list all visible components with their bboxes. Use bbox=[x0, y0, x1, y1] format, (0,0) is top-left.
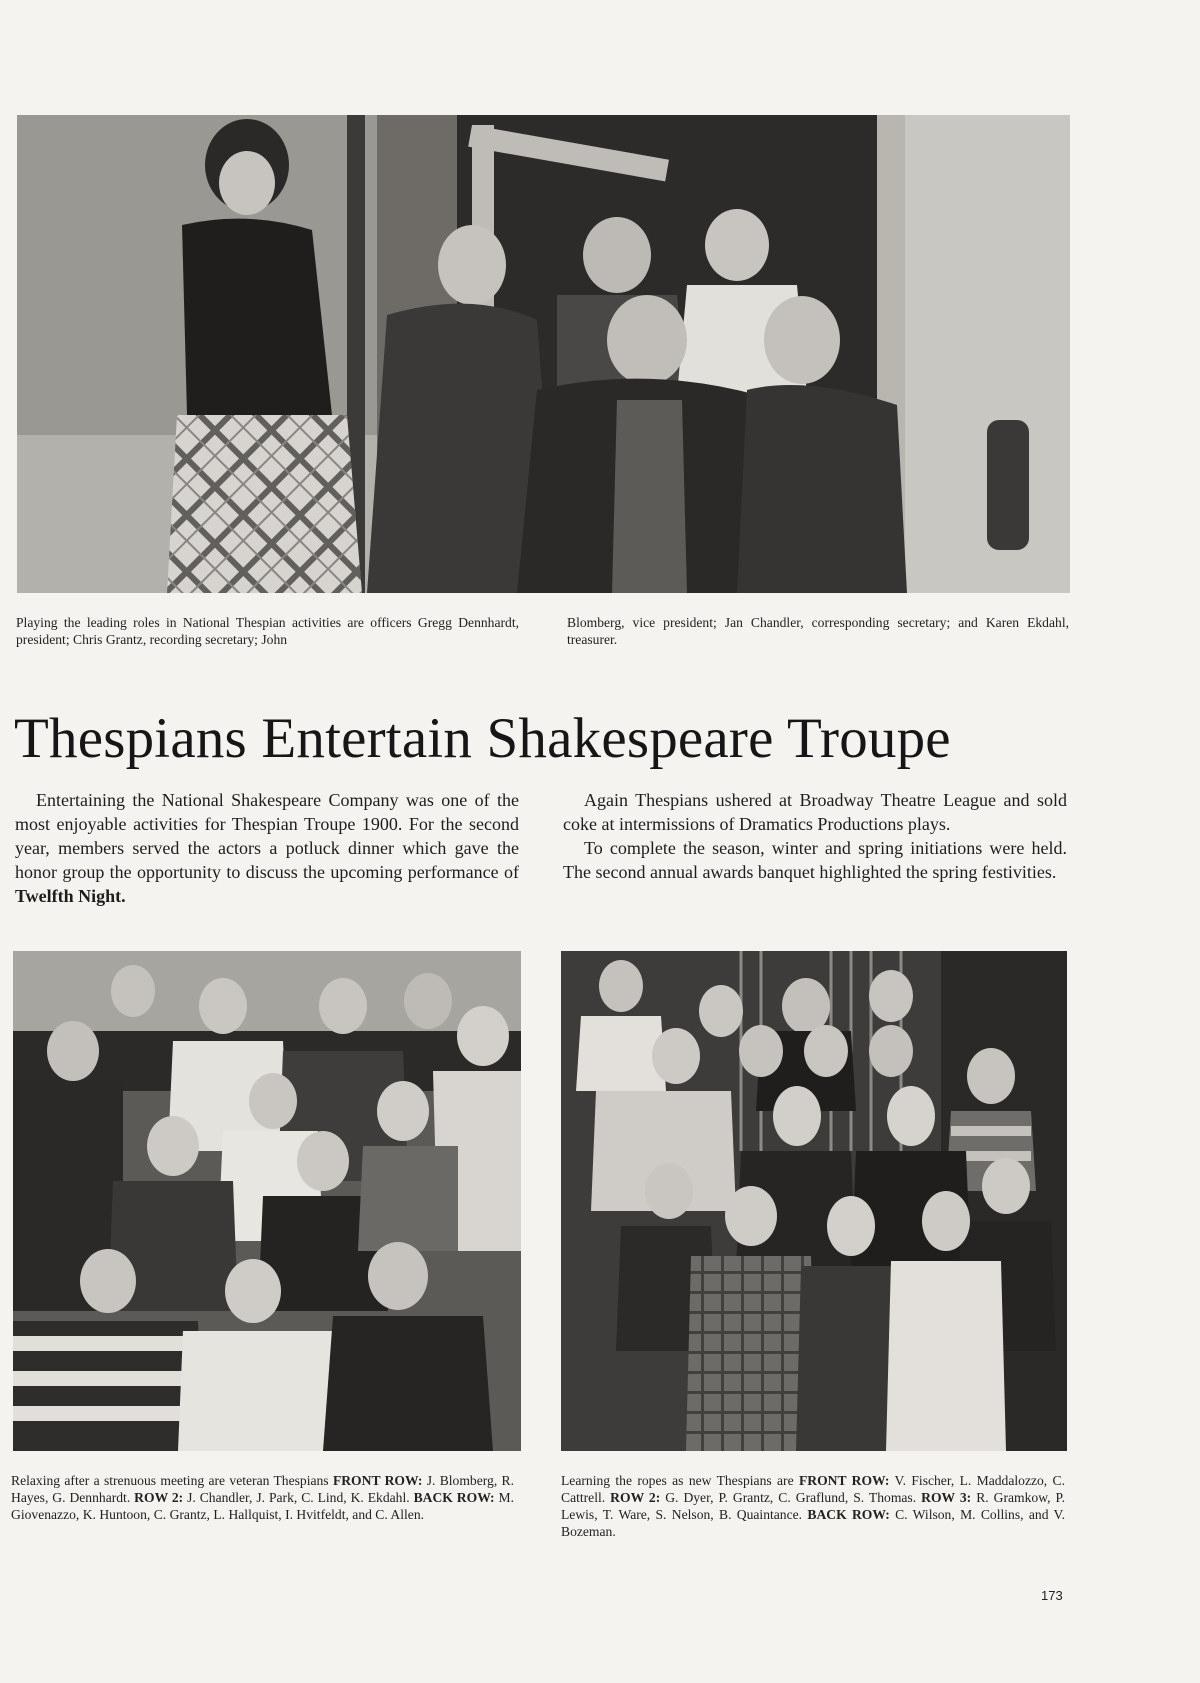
front-row-names: V. Fischer, L. Maddalozzo, C. Cattrell. bbox=[561, 1473, 1066, 1505]
new-thespians-photo bbox=[561, 951, 1067, 1451]
row2-names: J. Chandler, J. Park, C. Lind, K. Ekdahl. bbox=[187, 1490, 410, 1505]
page-number: 173 bbox=[1041, 1588, 1063, 1603]
article-column-right bbox=[563, 788, 1067, 884]
back-row-label: BACK ROW: bbox=[413, 1490, 495, 1505]
row3-label: ROW 3: bbox=[921, 1490, 972, 1505]
officers-photo bbox=[17, 115, 1070, 593]
officers-caption-right-text: Blomberg, vice president; Jan Chandler, corresponding secretary; and Karen Ekdahl, treasurer. bbox=[567, 615, 1069, 647]
veteran-thespians-photo bbox=[13, 951, 521, 1451]
new-thespians-caption bbox=[561, 1472, 1065, 1540]
article-paragraph bbox=[15, 788, 519, 908]
back-row-names: M. Giovenazzo, K. Huntoon, C. Grantz, L. Hallquist, I. Hvitfeldt, and C. Allen. bbox=[11, 1490, 514, 1522]
caption-intro: Learning the ropes as new Thespians are bbox=[561, 1473, 794, 1488]
article-column-left bbox=[15, 788, 519, 908]
row2-names: G. Dyer, P. Grantz, C. Graflund, S. Thomas. bbox=[665, 1490, 917, 1505]
row2-label: ROW 2: bbox=[610, 1490, 661, 1505]
front-row-label: FRONT ROW: bbox=[798, 1473, 890, 1488]
back-row-names: C. Wilson, M. Collins, and V. Bozeman. bbox=[561, 1507, 1066, 1539]
veteran-thespians-caption bbox=[11, 1472, 514, 1523]
article-paragraph: To complete the season, winter and spring initiations were held. The second annual awards banquet highlighted the spring festivities. bbox=[563, 838, 1067, 882]
article-paragraph: Again Thespians ushered at Broadway Theatre League and sold coke at intermissions of Dramatics Productions plays. bbox=[563, 790, 1067, 834]
page-headline: Thespians Entertain Shakespeare Troupe bbox=[14, 707, 951, 770]
row2-label: ROW 2: bbox=[134, 1490, 184, 1505]
article-paragraph-text: Entertaining the National Shakespeare Company was one of the most enjoyable activities for Thespian Troupe 1900. For the second year, members served the actors a potluck dinner which gave the honor group the opportunity to discuss the upcoming performance of bbox=[15, 790, 519, 882]
front-row-label: FRONT ROW: bbox=[332, 1473, 423, 1488]
play-title: Twelfth Night. bbox=[15, 886, 126, 906]
officers-caption-right bbox=[567, 614, 1069, 648]
caption-intro: Relaxing after a strenuous meeting are veteran Thespians bbox=[11, 1473, 329, 1488]
front-row-names: J. Blomberg, R. Hayes, G. Dennhardt. bbox=[11, 1473, 515, 1505]
officers-caption-left-text: Playing the leading roles in National Thespian activities are officers Gregg Dennhardt, president; Chris Grantz, recording secretary; John bbox=[16, 615, 519, 647]
row3-names: R. Gramkow, P. Lewis, T. Ware, S. Nelson, B. Quaintance. bbox=[561, 1490, 1065, 1522]
officers-caption-left bbox=[16, 614, 519, 648]
back-row-label: BACK ROW: bbox=[807, 1507, 890, 1522]
